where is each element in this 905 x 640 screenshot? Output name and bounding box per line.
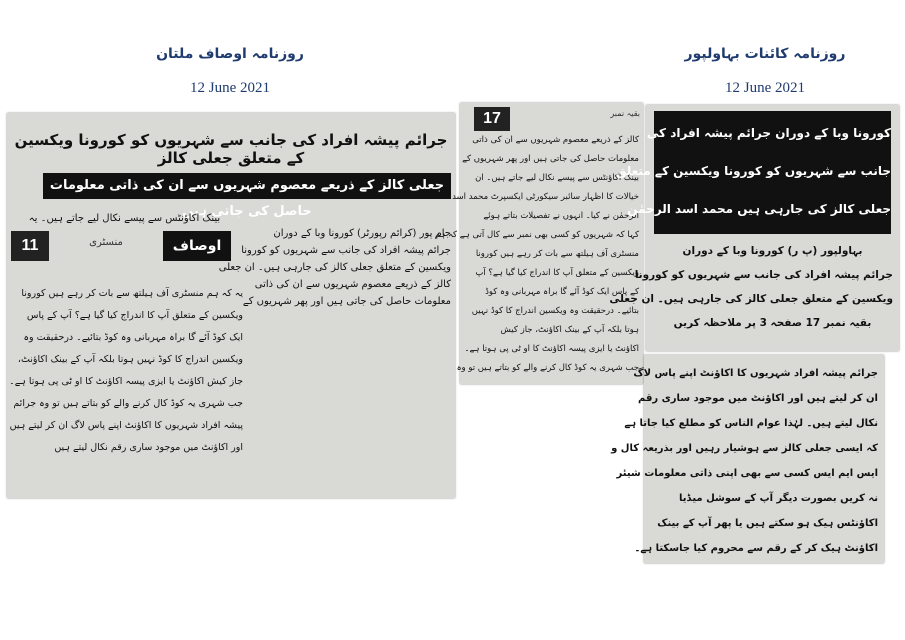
right-date: 12 June 2021 [725,80,805,96]
text-line: کہا کہ شہریوں کو کسی بھی نمبر سے کال آتی ہے کہ ہم [434,230,639,240]
continuation-column [611,361,878,561]
headline-line: جعلی کالز کی جارہی ہیں محمد اسد الرحمٰن [627,202,891,216]
text-line: جرائم پیشہ افراد کی جانب سے شہریوں کو کورونا [241,245,451,256]
text-line: جب شہری یہ کوڈ کال کرنے والے کو بتاتے ہیں تو وہ [456,363,639,373]
left-date: 12 June 2021 [190,80,270,96]
text-line: معلومات حاصل کی جاتی ہیں اور پھر شہریوں کے [462,154,639,164]
text-line: اکاؤنٹ ہیک کر کے رقم سے محروم کیا جاسکتا ہے۔ [634,543,878,554]
right-middle-clipping [434,103,643,384]
text-line: پیشہ افراد شہریوں کا اکاؤنٹ اپنے پاس لاگ ان کر لیتے ہیں [9,420,243,431]
text-line: کہ ایسی جعلی کالز سے ہوشیار رہیں اور بذریعہ کال و [611,443,878,454]
right-continuation-clipping [611,355,884,563]
text-line: نہ کریں بصورت دیگر آپ کے سوشل میڈیا [679,493,878,504]
left-page-number: 11 [11,231,49,261]
middle-column [434,131,639,378]
text-line: ویکسین کے متعلق آپ کا اندراج کیا گیا ہے؟ آپ [475,268,639,278]
left-masthead: اوصاف [163,231,231,261]
text-line: بقیہ نمبر 17 صفحہ 3 پر ملاحظہ کریں [673,317,872,329]
text-line: کے پاس ایک کوڈ آئے گا براہ مہربانی وہ کوڈ [485,287,639,297]
text-line: ایک کوڈ آئے گا براہ مہربانی وہ کوڈ بتائیے۔ درحقیقت وہ [23,332,243,343]
text-line: کالز کے ذریعے معصوم شہریوں سے ان کی ذاتی [254,279,451,290]
text-line: ویکسین کے متعلق آپ کا اندراج کیا گیا ہے؟ آپ کے پاس [26,310,243,321]
text-line: بینک اکاؤنٹس سے پیسے نکال لیے جاتے ہیں۔ ان [475,173,639,183]
text-line: اکاؤنٹس ہیک ہو سکتے ہیں یا پھر آپ کے بینک [657,518,878,529]
middle-badge-number: 17 [474,107,510,131]
text-line: ویکسین اندراج کا کوڈ نہیں ہوتا بلکہ آپ کے بینک اکاؤنٹ، [17,354,243,365]
middle-badge-label: بقیہ نمبر [610,109,640,118]
text-line: بہاولپور (پ ر) کورونا وبا کے دوران [682,245,863,257]
left-left-column [11,283,243,459]
text-line: نکال لیتے ہیں۔ لہٰذا عوام الناس کو مطلع کیا جاتا ہے [624,418,878,429]
text-line: جاز کیش اکاؤنٹ یا ایزی پیسہ اکاؤنٹ کا او ٹی پی ہوتا ہے۔ [9,376,243,387]
text-line: الرحمٰن نے کیا۔ انہوں نے تفصیلات بتاتے ہوئے [483,211,639,221]
left-right-column [218,225,451,310]
right-newspaper-name: روزنامہ کائنات بہاولپور [684,46,846,62]
right-main-clipping [609,105,899,351]
text-line: ویکسین کے متعلق جعلی کالز کی جارہی ہیں۔ ان جعلی [218,262,451,273]
left-section-label: منسٹری [89,237,123,248]
left-subheadline: جعلی کالز کے ذریعے معصوم شہریوں سے ان کی ذاتی معلومات حاصل کی جاتی ہیں [43,173,451,199]
text-line: ویکسین کے متعلق جعلی کالز کی جارہی ہیں۔ ان جعلی [609,293,893,305]
text-line: ایس ایم ایس کسی سے بھی اپنی ذاتی معلومات شیئر [616,468,878,479]
text-line: ہوتا بلکہ آپ کے بینک اکاؤنٹ، جاز کیش [500,325,639,335]
text-line: یہ کہ ہم منسٹری آف ہیلتھ سے بات کر رہے ہیں کورونا [21,288,243,299]
headline-line: جانب سے شہریوں کو کورونا ویکسین کے متعلق [615,164,891,178]
text-line: جب شہری یہ کوڈ کال کرنے والے کو بتاتے ہیں تو وہ جرائم [13,398,243,409]
text-line: جرائم پیشہ افراد کی جانب سے شہریوں کو کورونا [634,269,893,281]
text-line: خیالات کا اظہار سائبر سیکورٹی ایکسپرٹ محمد اسد [452,192,639,202]
text-line: بتائیے۔ درحقیقت وہ ویکسین اندراج کا کوڈ نہیں [471,306,639,316]
left-headline: جرائم پیشہ افراد کی جانب سے شہریوں کو کورونا ویکسین کے متعلق جعلی کالز [14,131,448,167]
left-clipping [7,113,455,498]
text-line: منسٹری آف ہیلتھ سے بات کر رہے ہیں کورونا [475,249,639,259]
text-line: اور اکاؤنٹ میں موجود ساری رقم نکال لیتے ہیں [54,442,243,453]
left-newspaper-name: روزنامہ اوصاف ملتان [156,46,304,62]
text-line: ان کر لیتے ہیں اور اکاؤنٹ میں موجود ساری رقم [637,393,878,404]
text-line: جرائم پیشہ افراد شہریوں کا اکاؤنٹ اپنے پاس لاگ [633,368,878,379]
text-line: اکاؤنٹ یا ایزی پیسہ اکاؤنٹ کا او ٹی پی ہوتا ہے۔ [464,344,639,354]
text-line: معلومات حاصل کی جاتی ہیں اور پھر شہریوں کے [242,296,451,307]
text-line: جام پور (کرائم رپورٹر) کورونا وبا کے دوران [273,228,451,239]
left-top-strip: بینک اکاؤنٹس سے پیسے نکال لیے جاتے ہیں۔ یہ [28,213,221,224]
right-intro [609,239,893,335]
headline-line: کورونا وبا کے دوران جرائم پیشہ افراد کی [646,126,891,140]
text-line: کالز کے ذریعے معصوم شہریوں سے ان کی ذاتی [472,135,639,145]
